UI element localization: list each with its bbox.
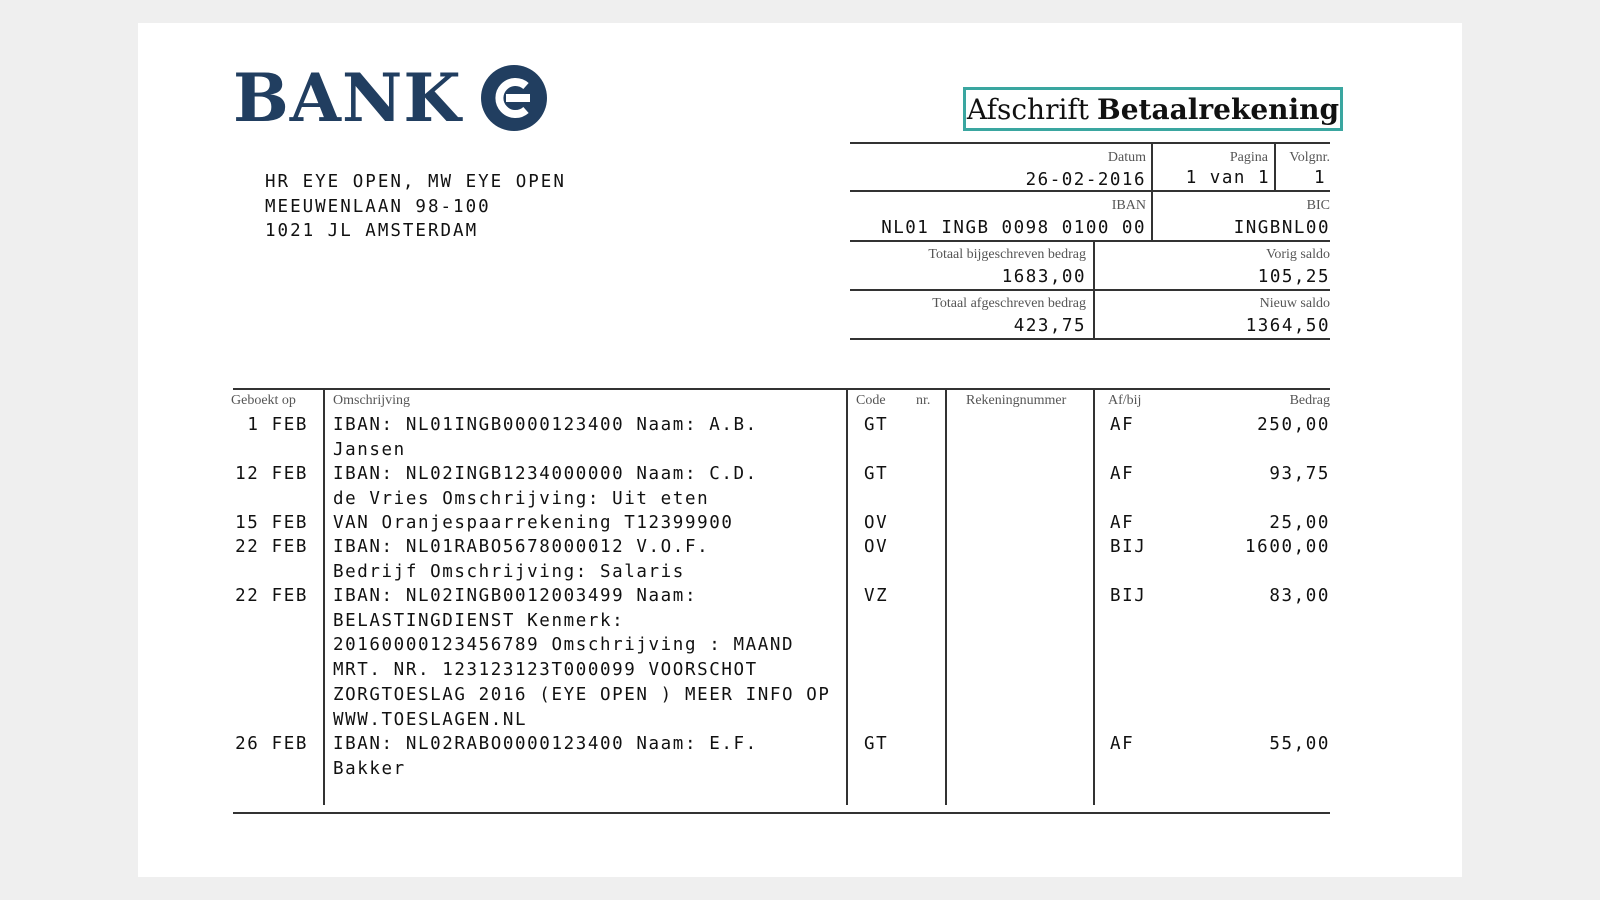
row-afbij: AF xyxy=(1110,513,1135,533)
row-description: IBAN: NL01INGB0000123400 Naam: A.B. Jansen xyxy=(333,415,758,460)
divider xyxy=(850,289,1330,291)
pagina-value: 1 van 1 xyxy=(1185,168,1270,188)
row-code: OV xyxy=(864,537,889,557)
row-date: 1 FEB xyxy=(247,415,308,435)
iban-label: IBAN xyxy=(1111,198,1146,213)
column-divider xyxy=(945,389,947,805)
column-divider xyxy=(323,389,325,805)
bijgeschreven-label: Totaal bijgeschreven bedrag xyxy=(928,247,1086,262)
bank-logo-icon xyxy=(480,64,548,132)
row-code: GT xyxy=(864,734,889,754)
bijgeschreven-value: 1683,00 xyxy=(1001,267,1086,287)
divider xyxy=(1274,143,1276,191)
table-top-rule xyxy=(233,388,1330,390)
header-rekeningnummer: Rekeningnummer xyxy=(966,393,1067,408)
row-description: IBAN: NL02RABO0000123400 Naam: E.F. Bakker xyxy=(333,734,758,779)
header-bedrag: Bedrag xyxy=(1289,393,1330,408)
recipient-address xyxy=(265,170,566,244)
row-amount: 55,00 xyxy=(1269,734,1330,754)
column-divider xyxy=(1093,389,1095,805)
row-afbij: BIJ xyxy=(1110,586,1147,606)
row-code: GT xyxy=(864,464,889,484)
divider xyxy=(1093,241,1095,339)
row-afbij: AF xyxy=(1110,415,1135,435)
bic-value: INGBNL00 xyxy=(1233,218,1330,238)
row-description: IBAN: NL01RABO5678000012 V.O.F. Bedrijf Omschrijving: Salaris xyxy=(333,537,710,582)
address-line: 1021 JL AMSTERDAM xyxy=(265,221,479,241)
title-light: Afschrift xyxy=(966,92,1090,126)
vorig-saldo-label: Vorig saldo xyxy=(1266,247,1330,262)
row-description: VAN Oranjespaarrekening T12399900 xyxy=(333,513,734,533)
bic-label: BIC xyxy=(1306,198,1330,213)
bank-name: BANK xyxy=(233,59,462,137)
row-date: 12 FEB xyxy=(235,464,308,484)
table-bottom-rule xyxy=(233,812,1330,814)
divider xyxy=(1151,143,1153,241)
row-date: 22 FEB xyxy=(235,537,308,557)
datum-label: Datum xyxy=(1107,150,1146,165)
afgeschreven-value: 423,75 xyxy=(1013,316,1086,336)
row-date: 26 FEB xyxy=(235,734,308,754)
divider xyxy=(850,142,1330,144)
row-description: IBAN: NL02INGB0012003499 Naam: BELASTINGDIENST Kenmerk: 20160000123456789 Omschrijving : MAAND MRT. NR. 123123123T000099 VOORSCHOT ZORGTOESLAG 2016 (EYE OPEN ) MEER INFO OP WWW.TOESLAGEN.NL xyxy=(333,586,831,730)
header-nr: nr. xyxy=(916,393,931,408)
row-amount: 250,00 xyxy=(1257,415,1330,435)
nieuw-saldo-value: 1364,50 xyxy=(1245,316,1330,336)
datum-value: 26-02-2016 xyxy=(1025,170,1146,190)
bank-logo xyxy=(233,59,548,137)
afgeschreven-label: Totaal afgeschreven bedrag xyxy=(932,296,1086,311)
header-afbij: Af/bij xyxy=(1108,393,1142,408)
row-amount: 1600,00 xyxy=(1245,537,1330,557)
row-afbij: AF xyxy=(1110,734,1135,754)
pagina-label: Pagina xyxy=(1229,150,1268,165)
row-amount: 93,75 xyxy=(1269,464,1330,484)
header-code: Code xyxy=(856,393,886,408)
header-geboekt: Geboekt op xyxy=(231,393,296,408)
row-date: 22 FEB xyxy=(235,586,308,606)
address-line: MEEUWENLAAN 98-100 xyxy=(265,196,491,217)
row-afbij: AF xyxy=(1110,464,1135,484)
address-line: HR EYE OPEN, MW EYE OPEN xyxy=(265,172,566,192)
row-code: OV xyxy=(864,513,889,533)
header-omschrijving: Omschrijving xyxy=(333,393,410,408)
volgnr-label: Volgnr. xyxy=(1289,150,1330,165)
row-code: VZ xyxy=(864,586,889,606)
row-description: IBAN: NL02INGB1234000000 Naam: C.D. de Vries Omschrijving: Uit eten xyxy=(333,464,758,509)
row-amount: 25,00 xyxy=(1269,513,1330,533)
title-bold: Betaalrekening xyxy=(1097,92,1340,126)
statement-title xyxy=(963,87,1343,131)
divider xyxy=(850,338,1330,340)
volgnr-value: 1 xyxy=(1313,168,1326,188)
vorig-saldo-value: 105,25 xyxy=(1257,267,1330,287)
column-divider xyxy=(846,389,848,805)
nieuw-saldo-label: Nieuw saldo xyxy=(1259,296,1330,311)
divider xyxy=(850,190,1330,192)
divider xyxy=(850,240,1330,242)
row-amount: 83,00 xyxy=(1269,586,1330,606)
iban-value: NL01 INGB 0098 0100 00 xyxy=(881,218,1146,238)
row-code: GT xyxy=(864,415,889,435)
row-afbij: BIJ xyxy=(1110,537,1147,557)
row-date: 15 FEB xyxy=(235,513,308,533)
